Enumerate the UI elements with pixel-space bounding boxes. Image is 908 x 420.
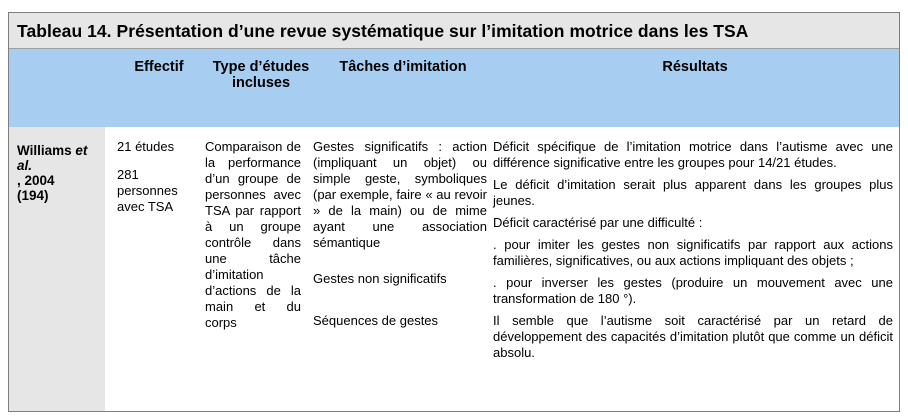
study-etal: et al. xyxy=(17,143,88,173)
study-label xyxy=(17,143,105,203)
header-type: Type d’études incluses xyxy=(212,59,310,91)
table-title: Tableau 14. Présentation d’une revue systématique sur l’imitation motrice dans les TSA xyxy=(17,21,749,41)
result-paragraph: Il semble que l’autisme soit caractérisé par un retard de développement des capacités d’imitation plutôt que comme un déficit absolu. xyxy=(493,313,893,360)
taches-non-significatifs: Gestes non significatifs xyxy=(313,271,447,286)
effectif-studies: 21 études xyxy=(117,139,175,154)
resultats-cell xyxy=(493,139,893,367)
type-cell: Comparaison de la performance d’un groupe de personnes avec TSA par rapport à un groupe contrôle dans une tâche d’imitation d’actions de la main et du corps xyxy=(205,139,301,330)
table-frame xyxy=(8,12,900,412)
result-paragraph: . pour imiter les gestes non significatifs par rapport aux actions familières, significatives, ou aux actions impliquant des objets ; xyxy=(493,237,893,268)
result-paragraph: Déficit spécifique de l’imitation motrice dans l’autisme avec une différence significative entre les groupes pour 14/21 études. xyxy=(493,139,893,170)
title-bar xyxy=(9,13,899,49)
result-paragraph: Le déficit d’imitation serait plus apparent dans les groupes plus jeunes. xyxy=(493,177,893,208)
taches-significatifs: Gestes significatifs : action (impliquant un objet) ou simple geste, symboliques (par exemple, faire « au revoir » de la main) ou de mime ayant une association sémantique xyxy=(313,139,487,250)
taches-sequences: Séquences de gestes xyxy=(313,313,439,328)
header-resultats: Résultats xyxy=(662,59,728,75)
header-effectif: Effectif xyxy=(134,59,184,75)
taches-cell xyxy=(313,139,487,329)
study-ref: (194) xyxy=(17,188,49,203)
study-author: Williams xyxy=(17,143,72,158)
header-gap xyxy=(9,127,899,135)
study-cell xyxy=(9,127,105,411)
study-year: , 2004 xyxy=(17,173,55,188)
effectif-persons: 281 personnes avec TSA xyxy=(117,167,178,214)
result-paragraph: . pour inverser les gestes (produire un mouvement avec une transformation de 180 °). xyxy=(493,275,893,306)
header-taches: Tâches d’imitation xyxy=(339,59,467,75)
result-paragraph: Déficit caractérisé par une difficulté : xyxy=(493,215,703,230)
header-row xyxy=(9,49,899,127)
effectif-cell xyxy=(117,139,201,215)
